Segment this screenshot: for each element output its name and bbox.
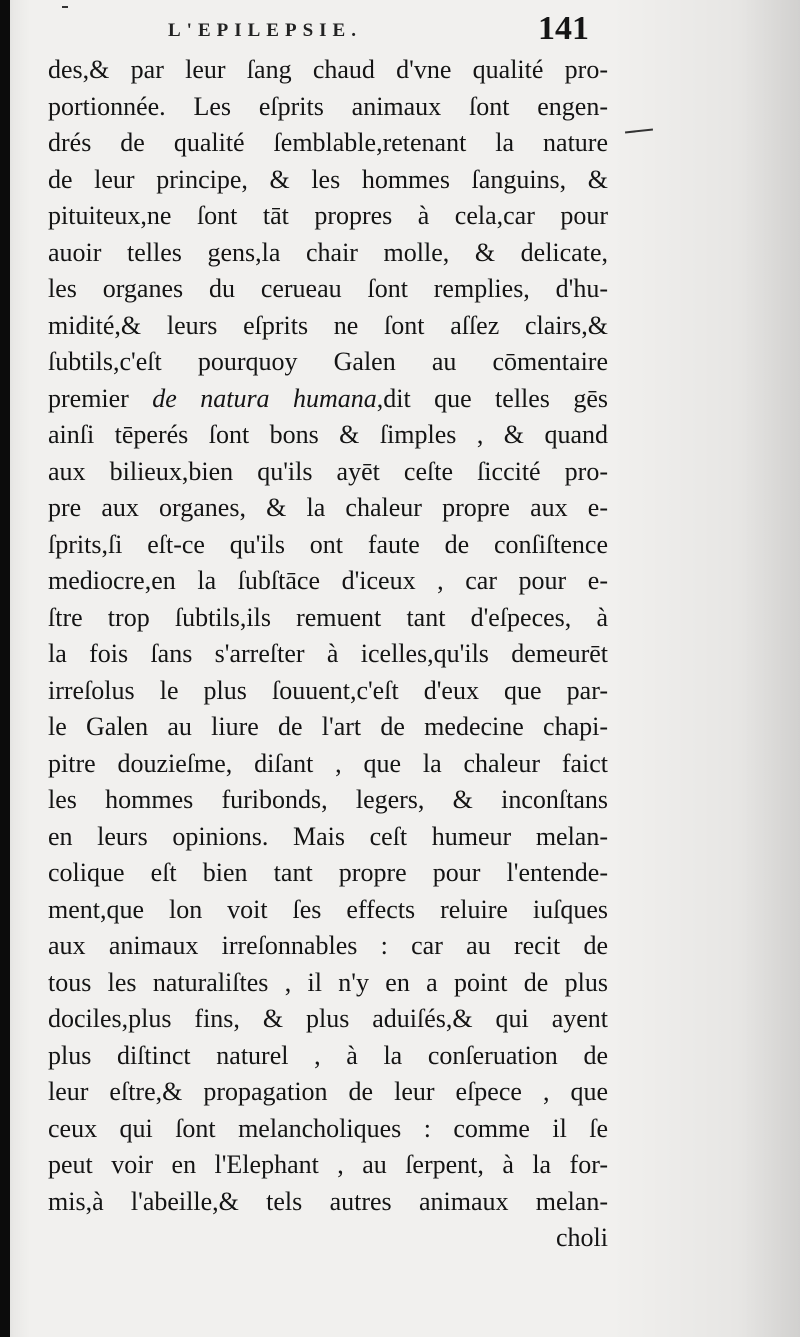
text-line: des,& par leur ſang chaud d'vne qualité pro- xyxy=(48,55,608,84)
body-text xyxy=(48,52,608,1257)
text-line: auoir telles gens,la chair molle, & delicate, xyxy=(48,237,608,267)
text-line: en leurs opinions. Mais ceſt humeur melan- xyxy=(48,821,608,851)
text-line xyxy=(48,381,608,418)
ink-mark xyxy=(62,6,68,8)
text-line: ſprits,ſi eſt-ce qu'ils ont faute de conſiſtence xyxy=(48,529,608,559)
text-line: irreſolus le plus ſouuent,c'eſt d'eux que par- xyxy=(48,675,608,705)
text-line: aux bilieux,bien qu'ils ayēt ceſte ſiccité pro- xyxy=(48,456,608,486)
running-head: L'EPILEPSIE. xyxy=(168,20,362,41)
text-line: leur eſtre,& propagation de leur eſpece , que xyxy=(48,1077,608,1106)
text-line: colique eſt bien tant propre pour l'entende- xyxy=(48,858,608,887)
text-line: mis,à l'abeille,& tels autres animaux melan- xyxy=(48,1186,608,1216)
text-line: le Galen au liure de l'art de medecine chapi- xyxy=(48,712,608,741)
text-segment: premier xyxy=(48,383,153,413)
text-line: ſtre trop ſubtils,ils remuent tant d'eſpeces, à xyxy=(48,602,608,632)
binding-shadow xyxy=(0,0,10,1337)
text-line: de leur principe, & les hommes ſanguins, & xyxy=(48,164,608,194)
text-line: ainſi tēperés ſont bons & ſimples , & quand xyxy=(48,420,608,449)
text-line: les hommes furibonds, legers, & inconſtans xyxy=(48,785,608,814)
text-line: plus diſtinct naturel , à la conſeruation de xyxy=(48,1040,608,1070)
text-line: la fois ſans s'arreſter à icelles,qu'ils demeurēt xyxy=(48,639,608,668)
text-line: mediocre,en la ſubſtāce d'iceux , car pour e- xyxy=(48,566,608,595)
text-line: portionnée. Les eſprits animaux ſont engen- xyxy=(48,91,608,121)
text-line: peut voir en l'Elephant , au ſerpent, à la for- xyxy=(48,1150,608,1179)
text-line: pituiteux,ne ſont tāt propres à cela,car pour xyxy=(48,201,608,230)
text-line: pre aux organes, & la chaleur propre aux e- xyxy=(48,493,608,522)
text-segment: ,dit que telles gēs xyxy=(376,383,608,413)
text-line: tous les naturaliſtes , il n'y en a point de plus xyxy=(48,967,608,997)
text-line: ment,que lon voit ſes effects reluire iuſques xyxy=(48,894,608,924)
page-header xyxy=(48,10,608,50)
text-line: dociles,plus fins, & plus aduiſés,& qui ayent xyxy=(48,1004,608,1033)
text-line: midité,& leurs eſprits ne ſont aſſez clairs,& xyxy=(48,310,608,340)
right-margin xyxy=(610,0,800,1337)
page-number: 141 xyxy=(538,10,589,47)
text-line: ſubtils,c'eſt pourquoy Galen au cōmentaire xyxy=(48,347,608,376)
latin-title: de natura humana xyxy=(152,383,377,413)
text-line: ceux qui ſont melancholiques : comme il ſe xyxy=(48,1113,608,1143)
text-line: drés de qualité ſemblable,retenant la nature xyxy=(48,128,608,157)
text-line: pitre douzieſme, diſant , que la chaleur faict xyxy=(48,748,608,778)
text-line: les organes du cerueau ſont remplies, d'hu- xyxy=(48,274,608,303)
catchword: choli xyxy=(556,1223,608,1252)
text-line: aux animaux irreſonnables : car au recit de xyxy=(48,931,608,960)
